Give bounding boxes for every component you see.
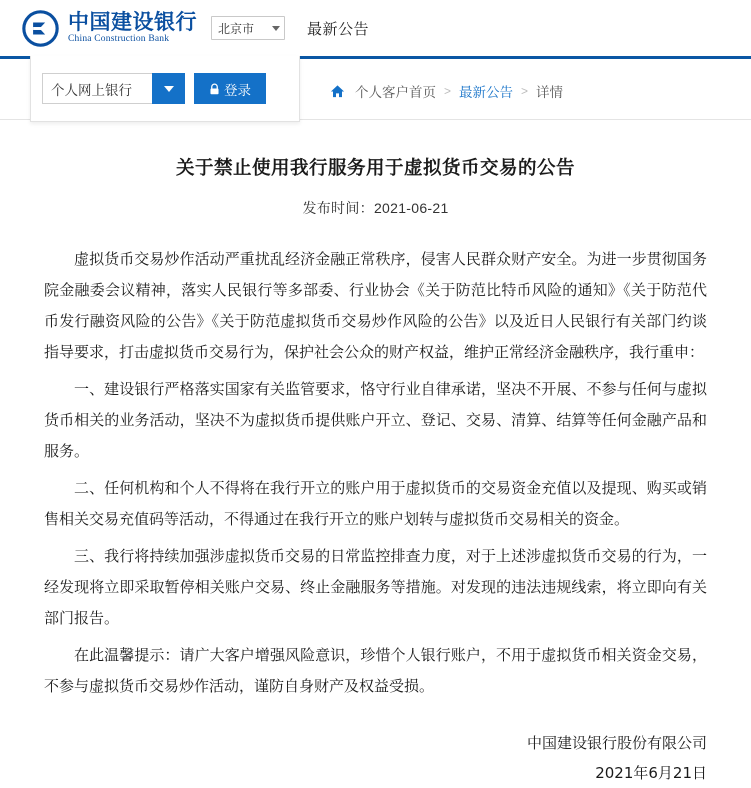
article-paragraph: 一、建设银行严格落实国家有关监管要求，恪守行业自律承诺，坚决不开展、不参与任何与虚拟货币相关的业务活动，坚决不为虚拟货币提供账户开立、登记、交易、清算、结算等任何金融产品和服务。 bbox=[44, 380, 707, 460]
login-panel bbox=[30, 56, 300, 122]
article-paragraph: 二、任何机构和个人不得将在我行开立的账户用于虚拟货币的交易资金充值以及提现、购买或销售相关交易充值码等活动，不得通过在我行开立的账户划转与虚拟货币交易相关的资金。 bbox=[44, 479, 707, 528]
article-paragraph: 虚拟货币交易炒作活动严重扰乱经济金融正常秩序，侵害人民群众财产安全。为进一步贯彻国务院金融委会议精神，落实人民银行等多部委、行业协会《关于防范比特币风险的通知》《关于防范代币发行融资风险的公告》《关于防范虚拟货币交易炒作风险的公告》以及近日人民银行有关部门约谈指导要求，打击虚拟货币交易行为，保护社会公众的财产权益，维护正常经济金融秩序，我行重申： bbox=[44, 250, 707, 361]
signature-organization: 中国建设银行股份有限公司 bbox=[526, 734, 707, 752]
article-paragraph: 在此温馨提示：请广大客户增强风险意识，珍惜个人银行账户，不用于虚拟货币相关资金交易，不参与虚拟货币交易炒作活动，谨防自身财产及权益受损。 bbox=[44, 646, 707, 695]
bank-service-select-value: 个人网上银行 bbox=[51, 82, 132, 98]
login-button[interactable] bbox=[194, 73, 266, 104]
bank-service-select[interactable] bbox=[42, 73, 185, 104]
nav-row bbox=[0, 59, 751, 119]
breadcrumb-separator: > bbox=[444, 84, 452, 98]
bank-logo[interactable] bbox=[22, 10, 197, 47]
breadcrumb-item-home[interactable]: 个人客户首页 bbox=[355, 85, 436, 100]
chevron-down-icon bbox=[272, 26, 280, 31]
article-paragraph: 三、我行将持续加强涉虚拟货币交易的日常监控排查力度，对于上述涉虚拟货币交易的行为，一经发现将立即采取暂停相关账户交易、终止金融服务等措施。对发现的违法违规线索，将立即向有关部门报告。 bbox=[44, 547, 707, 627]
header-announcement-link[interactable]: 最新公告 bbox=[307, 20, 370, 38]
breadcrumb-item-detail: 详情 bbox=[536, 85, 564, 100]
lock-icon bbox=[209, 83, 220, 95]
home-icon bbox=[330, 84, 345, 99]
page-title: 关于禁止使用我行服务用于虚拟货币交易的公告 bbox=[175, 158, 575, 179]
breadcrumb-item-announcements[interactable]: 最新公告 bbox=[459, 85, 514, 100]
article-signature bbox=[22, 728, 729, 788]
publish-date-label: 发布时间： bbox=[302, 200, 374, 216]
article bbox=[0, 120, 751, 788]
logo-text-en: China Construction Bank bbox=[68, 34, 170, 45]
publish-date bbox=[22, 198, 729, 218]
chevron-down-icon[interactable] bbox=[152, 73, 185, 104]
breadcrumb bbox=[330, 81, 563, 101]
login-button-label: 登录 bbox=[224, 82, 251, 98]
ccb-logo-icon bbox=[22, 10, 59, 47]
city-select-value: 北京市 bbox=[218, 21, 255, 36]
logo-text-cn: 中国建设银行 bbox=[68, 9, 197, 34]
breadcrumb-separator: > bbox=[521, 84, 529, 98]
publish-date-value: 2021-06-21 bbox=[373, 200, 449, 216]
site-header bbox=[0, 0, 751, 56]
article-body bbox=[22, 244, 729, 702]
signature-date: 2021年6月21日 bbox=[595, 764, 707, 782]
city-select[interactable] bbox=[211, 16, 285, 40]
